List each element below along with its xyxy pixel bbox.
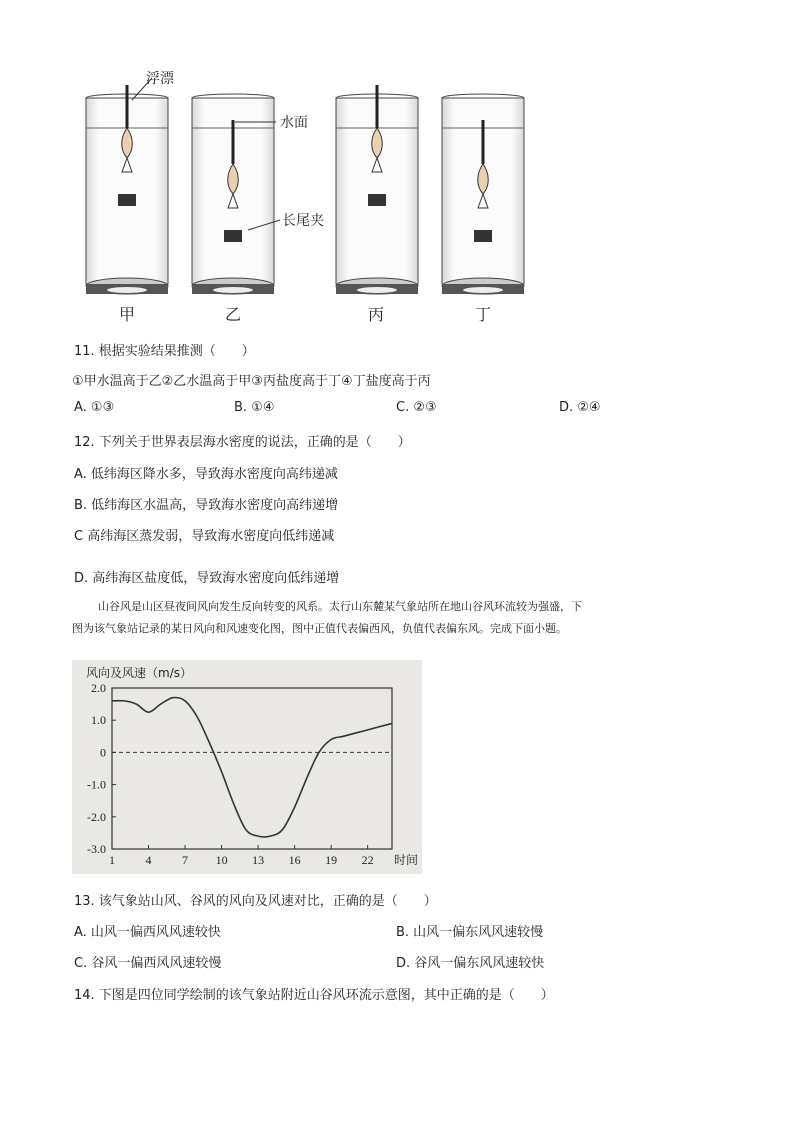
x-tick-label: 1 [109,853,115,867]
x-axis-label: 时间 [393,853,419,867]
cylinder-ding [442,94,524,294]
passage-line-1: 山谷风是山区昼夜间风向发生反向转变的风系。太行山东麓某气象站所在地山谷风环流较为强盛，下 [98,600,582,613]
x-tick-label: 13 [252,853,265,867]
cup-label-jia: 甲 [118,305,135,324]
q12-option-c[interactable]: C 高纬海区蒸发弱，导致海水密度向低纬递减 [74,529,335,544]
q12-option-b[interactable]: B. 低纬海区水温高，导致海水密度向高纬递增 [74,498,339,513]
wind-chart [72,660,422,874]
q14-stem: 14. 下图是四位同学绘制的该气象站附近山谷风环流示意图，其中正确的是（ ） [74,988,554,1003]
x-tick-label: 16 [288,853,301,867]
q11-option-b[interactable]: B. ①④ [234,400,275,415]
clip-label: 长尾夹 [282,213,324,229]
q13-stem: 13. 该气象站山风、谷风的风向及风速对比，正确的是（ ） [74,894,437,909]
q11-statements: ①甲水温高于乙②乙水温高于甲③丙盐度高于丁④丁盐度高于丙 [72,374,431,389]
passage [72,596,722,640]
wind-chart-svg [72,660,422,874]
y-tick-label: -1.0 [87,777,106,792]
q13-option-c[interactable]: C. 谷风一偏西风风速较慢 [74,956,222,971]
passage-line-2: 图为该气象站记录的某日风向和风速变化图，图中正值代表偏西风，负值代表偏东风。完成下面小题。 [72,622,567,635]
cup-label-yi: 乙 [224,305,241,324]
cylinder-yi [192,94,274,294]
q13-option-d[interactable]: D. 谷风一偏东风风速较快 [396,956,545,971]
chart-plot-frame [112,688,392,849]
wind-speed-series-line [112,697,392,836]
q12-option-d[interactable]: D. 高纬海区盐度低，导致海水密度向低纬递增 [74,571,340,586]
q11-option-d[interactable]: D. ②④ [559,400,601,415]
x-tick-label: 7 [182,853,189,867]
q13-option-a[interactable]: A. 山风一偏西风风速较快 [74,925,221,940]
x-tick-label: 22 [361,853,374,867]
float-label: 浮漂 [146,71,174,87]
q12-stem: 12. 下列关于世界表层海水密度的说法，正确的是（ ） [74,435,411,450]
x-tick-label: 10 [215,853,228,867]
y-tick-label: 1.0 [91,713,106,728]
y-tick-label: -3.0 [87,842,106,856]
q13-option-b[interactable]: B. 山风一偏东风风速较慢 [396,925,544,940]
q11-option-c[interactable]: C. ②③ [396,400,437,415]
chart-title: 风向及风速（m/s） [86,666,192,680]
water-surface-label: 水面 [280,115,308,131]
y-tick-label: -2.0 [87,809,106,824]
cup-label-ding: 丁 [474,305,491,324]
q12-option-a[interactable]: A. 低纬海区降水多，导致海水密度向高纬递减 [74,467,338,482]
cup-label-bing: 丙 [367,305,384,324]
q11-stem: 11. 根据实验结果推测（ ） [74,344,255,359]
q11-option-a[interactable]: A. ①③ [74,400,115,415]
x-tick-label: 19 [325,853,338,867]
cylinder-experiment-figure [80,60,540,330]
y-tick-label: 0 [100,745,106,760]
cylinder-jia [86,85,168,294]
x-tick-label: 4 [145,853,152,867]
y-tick-label: 2.0 [91,681,106,695]
cylinder-bing [336,85,418,294]
